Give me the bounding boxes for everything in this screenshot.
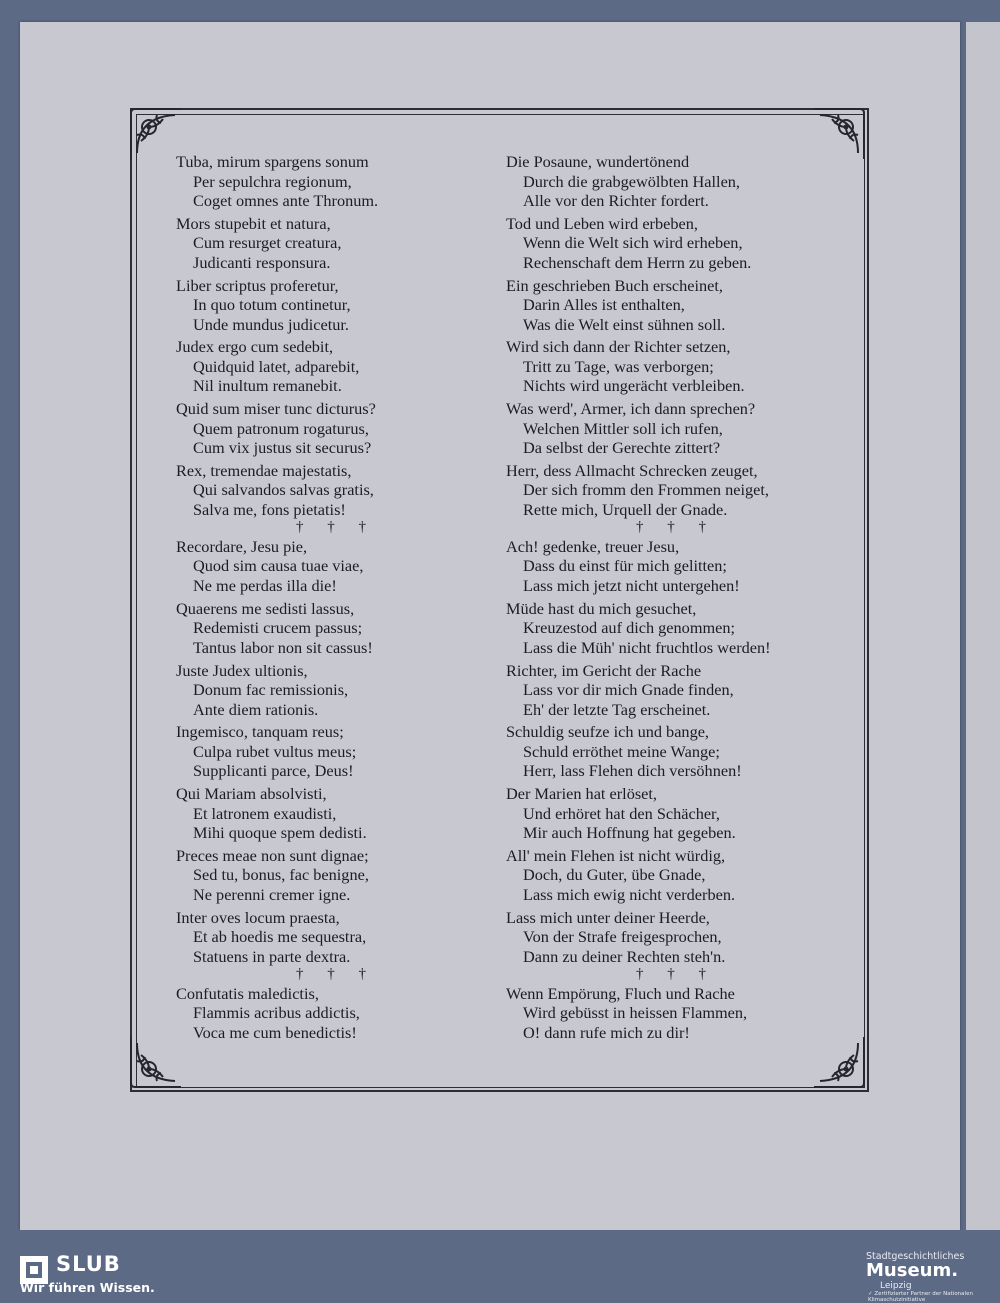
stanza [506, 214, 846, 276]
verse-line: Schuld erröthet meine Wange; [523, 741, 720, 761]
verse-line: All' mein Flehen ist nicht würdig, [506, 845, 726, 865]
stanza [506, 337, 846, 399]
verse-line: Herr, lass Flehen dich versöhnen! [523, 761, 742, 781]
verse-line: Qui salvandos salvas gratis, [193, 480, 374, 500]
stanza [506, 722, 846, 784]
verse-line: Eh' der letzte Tag erscheinet. [523, 699, 711, 719]
stanza [506, 846, 846, 908]
stanza [506, 661, 846, 723]
verse-line: Schuldig seufze ich und bange, [506, 722, 710, 742]
verse-line: Ein geschrieben Buch erscheinet, [506, 275, 723, 295]
stanza [176, 276, 496, 338]
verse-line: Kreuzestod auf dich genommen; [523, 618, 736, 638]
verse-line: Donum fac remissionis, [193, 680, 349, 700]
verse-line: Tantus labor non sit cassus! [193, 637, 373, 657]
museum-prefix: Stadtgeschichtliches [866, 1251, 965, 1262]
verse-line: Mors stupebit et natura, [176, 213, 331, 233]
verse-line: Müde hast du mich gesuchet, [506, 598, 697, 618]
verse-line: Mir auch Hoffnung hat gegeben. [523, 823, 736, 843]
verse-line: Qui Mariam absolvisti, [176, 784, 327, 804]
verse-line: Durch die grabgewölbten Hallen, [523, 171, 741, 191]
stanza [176, 661, 496, 723]
verse-line: Tuba, mirum spargens sonum [176, 152, 369, 171]
stanza [176, 461, 496, 519]
verse-line: Quem patronum rogaturus, [193, 418, 369, 438]
verse-line: Nil inultum remanebit. [193, 376, 342, 396]
stanza [176, 722, 496, 784]
stanza [506, 784, 846, 846]
verse-line: Von der Strafe freigesprochen, [523, 927, 722, 947]
verse-line: Dann zu deiner Rechten steh'n. [523, 946, 726, 966]
stanza [506, 537, 846, 599]
verse-line: Supplicanti parce, Deus! [193, 761, 354, 781]
verse-line: Ne perenni cremer igne. [193, 884, 351, 904]
museum-name: Museum. [866, 1260, 959, 1281]
cross-divider: † † † [296, 518, 376, 535]
verse-line: Voca me cum benedictis! [193, 1022, 357, 1042]
verse-line: Alle vor den Richter fordert. [523, 191, 709, 210]
verse-line: Quidquid latet, adparebit, [193, 356, 360, 376]
verse-line: Ante diem rationis. [193, 699, 319, 719]
verse-line: Lass die Müh' nicht fruchtlos werden! [523, 637, 771, 657]
stanza [176, 908, 496, 966]
verse-line: Wird gebüsst in heissen Flammen, [523, 1003, 748, 1023]
stanza [506, 908, 846, 966]
stanza [176, 537, 496, 599]
museum-city: Leipzig [880, 1281, 912, 1291]
verse-line: Quid sum miser tunc dicturus? [176, 399, 376, 419]
verse-line: Ach! gedenke, treuer Jesu, [506, 536, 680, 556]
verse-line: Inter oves locum praesta, [176, 907, 340, 927]
verse-line: Doch, du Guter, übe Gnade, [523, 865, 706, 885]
verse-line: Da selbst der Gerechte zittert? [523, 438, 721, 458]
stanza [176, 984, 496, 1046]
verse-line: Rex, tremendae majestatis, [176, 460, 352, 480]
stanza [176, 337, 496, 399]
verse-line: Ingemisco, tanquam reus; [176, 722, 344, 742]
stanza [506, 461, 846, 519]
verse-line: Unde mundus judicetur. [193, 314, 350, 334]
verse-line: Quaerens me sedisti lassus, [176, 598, 355, 618]
verse-line: Der sich fromm den Frommen neiget, [523, 480, 769, 500]
verse-line: Herr, dess Allmacht Schrecken zeuget, [506, 460, 758, 480]
verse-line: Und erhöret hat den Schächer, [523, 803, 720, 823]
verse-line: Flammis acribus addictis, [193, 1003, 360, 1023]
stanza [176, 784, 496, 846]
verse-line: Tod und Leben wird erbeben, [506, 213, 698, 233]
verse-line: Was werd', Armer, ich dann sprechen? [506, 399, 756, 419]
verse-line: Der Marien hat erlöset, [506, 784, 657, 804]
verse-line: O! dann rufe mich zu dir! [523, 1022, 690, 1042]
verse-line: Darin Alles ist enthalten, [523, 295, 685, 315]
stanza [506, 276, 846, 338]
stanza [176, 152, 496, 214]
library-tagline: Wir führen Wissen. [20, 1280, 155, 1295]
verse-line: In quo totum continetur, [193, 295, 351, 315]
stanza [506, 984, 846, 1046]
verse-line: Cum vix justus sit securus? [193, 438, 372, 458]
verse-line: Recordare, Jesu pie, [176, 536, 308, 556]
verse-line: Wenn Empörung, Fluch und Rache [506, 983, 735, 1003]
verse-line: Tritt zu Tage, was verborgen; [523, 356, 714, 376]
verse-line: Sed tu, bonus, fac benigne, [193, 865, 369, 885]
library-name: SLUB [56, 1252, 121, 1276]
verse-line: Rechenschaft dem Herrn zu geben. [523, 252, 752, 272]
verse-line: Wenn die Welt sich wird erheben, [523, 233, 743, 253]
next-page-edge [966, 22, 1000, 1230]
verse-line: Wird sich dann der Richter setzen, [506, 337, 731, 357]
verse-line: Lass mich unter deiner Heerde, [506, 907, 710, 927]
verse-line: Judex ergo cum sedebit, [176, 337, 334, 357]
verse-line: Was die Welt einst sühnen soll. [523, 314, 726, 334]
german-text-column [506, 152, 846, 1046]
verse-line: Salva me, fons pietatis! [193, 499, 346, 519]
verse-line: Confutatis maledictis, [176, 983, 319, 1003]
verse-line: Lass vor dir mich Gnade finden, [523, 680, 734, 700]
verse-line: Liber scriptus proferetur, [176, 275, 339, 295]
cross-divider: † † † [636, 518, 716, 535]
cross-divider: † † † [296, 965, 376, 982]
stanza [176, 846, 496, 908]
verse-line: Ne me perdas illa die! [193, 575, 337, 595]
verse-line: Judicanti responsura. [193, 252, 331, 272]
verse-line: Rette mich, Urquell der Gnade. [523, 499, 728, 519]
stanza [176, 399, 496, 461]
verse-line: Nichts wird ungerächt verbleiben. [523, 376, 745, 396]
verse-line: Preces meae non sunt dignae; [176, 845, 369, 865]
stanza [506, 599, 846, 661]
verse-line: Et ab hoedis me sequestra, [193, 927, 367, 947]
cross-divider: † † † [636, 965, 716, 982]
verse-line: Quod sim causa tuae viae, [193, 556, 364, 576]
verse-line: Statuens in parte dextra. [193, 946, 351, 966]
museum-partner-note: ✓ Zertifizierter Partner der Nationalen Klimaschutzinitiative [868, 1291, 973, 1303]
verse-line: Redemisti crucem passus; [193, 618, 363, 638]
verse-line: Die Posaune, wundertönend [506, 152, 690, 171]
verse-line: Mihi quoque spem dedisti. [193, 823, 367, 843]
stanza [506, 152, 846, 214]
verse-line: Dass du einst für mich gelitten; [523, 556, 727, 576]
verse-line: Coget omnes ante Thronum. [193, 191, 379, 210]
verse-line: Cum resurget creatura, [193, 233, 342, 253]
stanza [176, 599, 496, 661]
stanza [506, 399, 846, 461]
verse-line: Et latronem exaudisti, [193, 803, 337, 823]
verse-line: Culpa rubet vultus meus; [193, 741, 357, 761]
verse-line: Juste Judex ultionis, [176, 660, 308, 680]
verse-line: Welchen Mittler soll ich rufen, [523, 418, 723, 438]
latin-text-column [176, 152, 496, 1046]
verse-line: Per sepulchra regionum, [193, 171, 352, 191]
verse-line: Lass mich jetzt nicht untergehen! [523, 575, 740, 595]
verse-line: Richter, im Gericht der Rache [506, 660, 702, 680]
verse-line: Lass mich ewig nicht verderben. [523, 884, 736, 904]
stanza [176, 214, 496, 276]
